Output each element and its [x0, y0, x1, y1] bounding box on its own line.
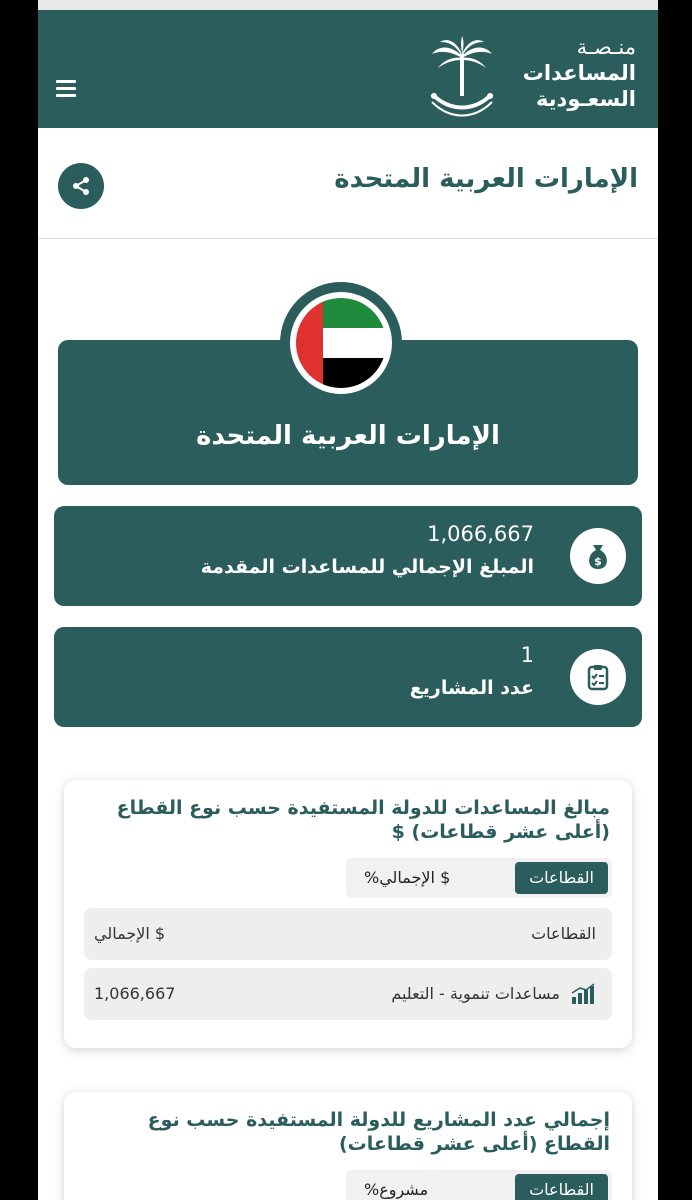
- total-amount-card: [54, 506, 642, 606]
- total-amount-label: المبلغ الإجمالي للمساعدات المقدمة: [200, 556, 534, 578]
- logo-line-3: السعـودية: [535, 87, 636, 111]
- logo-line-1: منـصـة: [576, 35, 636, 59]
- clipboard-icon: [570, 649, 626, 705]
- page-title: الإمارات العربية المتحدة: [334, 164, 638, 194]
- flag-badge: [280, 282, 402, 404]
- sector-amounts-title: مبالغ المساعدات للدولة المستفيدة حسب نوع القطاع (أعلى عشر قطاعات) $: [116, 797, 610, 843]
- app-header: [38, 10, 658, 128]
- country-name: الإمارات العربية المتحدة: [196, 421, 500, 451]
- share-icon: [70, 175, 92, 197]
- platform-logo[interactable]: [426, 34, 636, 124]
- table-row[interactable]: [84, 968, 612, 1020]
- tab-total-percent[interactable]: %الإجمالي $: [364, 868, 451, 887]
- col-header-total: الإجمالي $: [94, 924, 166, 943]
- logo-line-2: المساعدات: [522, 61, 636, 85]
- tab-sectors-2[interactable]: القطاعات: [515, 1174, 608, 1200]
- projects-count-value: 1: [520, 643, 534, 667]
- uae-flag-icon: [296, 298, 386, 388]
- tab-project-percent[interactable]: %مشروع: [364, 1180, 429, 1199]
- status-strip: [38, 0, 658, 10]
- logo-text: [523, 34, 636, 112]
- projects-count-label: عدد المشاريع: [409, 677, 534, 699]
- bar-chart-icon: [570, 983, 596, 1005]
- view-toggle-2: [346, 1170, 612, 1200]
- app-frame: [38, 0, 658, 1200]
- svg-text:$: $: [594, 555, 602, 568]
- tab-sectors[interactable]: القطاعات: [515, 862, 608, 894]
- view-toggle: [346, 858, 612, 898]
- sector-cell: [391, 968, 596, 1020]
- sector-projects-title: إجمالي عدد المشاريع للدولة المستفيدة حسب نوع القطاع (أعلى عشر قطاعات): [147, 1109, 610, 1155]
- sector-projects-card: [64, 1092, 632, 1200]
- share-button[interactable]: [58, 163, 104, 209]
- sector-name: مساعدات تنموية - التعليم: [391, 984, 560, 1003]
- table-header-row: [84, 908, 612, 960]
- sector-amounts-card: [64, 780, 632, 1048]
- palm-swords-emblem-icon: [426, 36, 498, 120]
- title-bar: [38, 128, 658, 239]
- hamburger-menu-icon[interactable]: [56, 80, 76, 101]
- projects-count-card: [54, 627, 642, 727]
- total-cell: 1,066,667: [94, 984, 176, 1003]
- total-amount-value: 1,066,667: [427, 522, 534, 546]
- col-header-sectors: القطاعات: [531, 924, 596, 943]
- money-bag-icon: [570, 528, 626, 584]
